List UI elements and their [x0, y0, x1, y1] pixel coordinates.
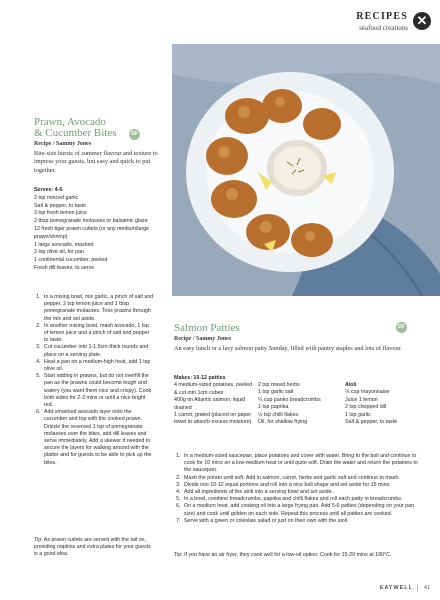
- section-subtitle: seafood creations: [359, 24, 408, 32]
- ingredient: 1 tsp garlic: [345, 411, 371, 418]
- section-title: RECIPES: [356, 11, 408, 22]
- method-step: 4. Add all ingredients of the aioli into a serving bowl and set aside.: [182, 489, 420, 496]
- recipe-title: Prawn, Avocado: [34, 116, 106, 128]
- method-step: 5. Start adding in prawns, but do not overfill the pan as the prawns could become tough and watery (you want them nice and crispy). Cook both sides for 2-3 mins or until a nice bright red.: [42, 373, 154, 409]
- ingredient: ½ tsp chilli flakes: [258, 411, 299, 418]
- ingredient: 3 tsp fresh lemon juice: [34, 210, 87, 217]
- ingredient: 2 tsp minced garlic: [34, 194, 79, 201]
- ingredient: 1 continental cucumber, peeled: [34, 257, 108, 264]
- ingredient-list: [258, 382, 336, 426]
- method-step: 2. Mash the potato until soft. Add in salmon, carrot, herbs and garlic salt and continue to mash.: [182, 475, 420, 482]
- ingredient: 1 tsp paprika: [258, 404, 289, 411]
- makes-label: Makes: 10-12 patties: [174, 375, 226, 381]
- ingredient: 1 carrot, grated (placed on paper towel to absorb excess moisture): [174, 412, 252, 426]
- magazine-name: EATWELL: [379, 585, 413, 591]
- recipe-title: Salmon Patties: [174, 322, 240, 334]
- method-steps: [174, 453, 420, 525]
- recipe-description: An easy lunch or a lazy salmon patty Sunday, filled with pantry staples and lots of flavour.: [174, 345, 402, 352]
- method-steps: [34, 294, 154, 467]
- recipe-author: Recipe / Sammy Jones: [34, 141, 92, 147]
- aioli-ingredient-list: [345, 382, 425, 426]
- footer-divider: [417, 585, 418, 592]
- ingredient: Salt & pepper, to taste: [345, 419, 398, 426]
- ingredient: 2 tsp olive oil, for pan: [34, 249, 85, 256]
- method-step: 2. In another mixing bowl, mash avocado, 1 tsp of lemon juice and a pinch of salt and pepper to taste.: [42, 323, 154, 345]
- ingredient: Salt & pepper, to taste: [34, 202, 87, 209]
- aioli-heading: Aioli: [345, 382, 357, 388]
- ingredient: ⅓ cup mayonnaise: [345, 389, 390, 396]
- ingredient: 2 tsp mixed herbs: [258, 382, 300, 388]
- ingredient: 2 tsp chopped dill: [345, 404, 387, 411]
- ingredient: 1 tsp garlic salt: [258, 389, 294, 396]
- ingredient-list: [174, 375, 256, 427]
- ingredient: 1 large avocado, mashed: [34, 241, 94, 248]
- ingredient-list: [34, 187, 150, 273]
- page-number: 41: [423, 585, 430, 591]
- method-step: 5. In a bowl, combine breadcrumbs, paprika and chilli flakes and roll each patty in breadcrumbs.: [182, 496, 420, 503]
- recipe-description: Bite-size bursts of summer flavour and texture to impress your guests, but easy and quick to put together.: [34, 150, 158, 174]
- ingredient: 4 medium-sized potatoes, peeled & cut into 1cm cubes: [174, 382, 253, 396]
- serves-label: Serves: 4-6: [34, 187, 63, 193]
- recipe-title-line-2: & Cucumber Bites: [34, 127, 117, 139]
- method-step: 7. Serve with a green or coleslaw salad or just on their own with the aioli.: [182, 518, 420, 525]
- method-step: 1. In a medium-sized saucepan, place potatoes and cover with water. Bring to the boil and continue to cook for 10 mins on a low-medium heat or until quite soft. Drain the water and return the potatoes to the saucepan.: [182, 453, 420, 475]
- food-photo: [172, 44, 440, 296]
- method-step: 4. Heat a pan on a medium-high heat, add 1 tsp olive oil.: [42, 359, 154, 373]
- method-step: 6. On a medium heat, add cooking oil into a large frying pan. Add 5-6 patties (depending on your pan size) and cook until golden on each side. Repeat this process until all patties are cooked.: [182, 503, 420, 517]
- crossed-utensils-icon: ✕: [413, 12, 431, 30]
- ingredient: Fresh dill leaves, to serve: [34, 264, 95, 271]
- recipe-tip: Tip: If you have an air fryer, they cook well for a low-oil option. Cook for 15-20 mins at 180°C.: [174, 552, 392, 558]
- dairy-free-badge: DF: [396, 322, 407, 333]
- recipe-tip: Tip: As prawn cutlets are served with the tail on, providing napkins and extra plates for your guests is a good idea.: [34, 537, 151, 558]
- ingredient: Juice 1 lemon: [345, 396, 378, 403]
- recipe-author: Recipe / Sammy Jones: [174, 336, 232, 342]
- dairy-free-badge: DF: [129, 129, 140, 140]
- ingredient: ¼ cup panko breadcrumbs: [258, 396, 321, 403]
- method-step: 6. Add smashed avocado layer onto the cucumber and top with the cooked prawn. Drizzle the reserved 1 tsp of pomegranate molasses over the bites, add dill leaves and serve immediately. Add a skewer if needed to secure the layers for walking around with the platter and for guests to be able to pick up the bites.: [42, 409, 154, 467]
- ingredient: Oil, for shallow frying: [258, 419, 308, 426]
- method-step: 3. Divide into 10-12 equal portions and roll into a nice ball shape and set aside for 15 mins.: [182, 482, 420, 489]
- method-step: 1. In a mixing bowl, mix garlic, a pinch of salt and pepper, 2 tsp lemon juice and 1 tbsp pomegranate molasses. Toss prawns through the mix and set aside.: [42, 294, 154, 323]
- ingredient: 12 fresh tiger prawn cutlets (or any medium/large prawn/shrimp): [34, 225, 150, 240]
- method-step: 3. Cut cucumber into 1-1.5cm-thick rounds and place on a serving plate.: [42, 344, 154, 358]
- ingredient: 2 tbsp pomegranate molasses or balsamic glaze: [34, 218, 148, 225]
- ingredient: 400g tin Atlantic salmon, liquid drained: [174, 397, 246, 411]
